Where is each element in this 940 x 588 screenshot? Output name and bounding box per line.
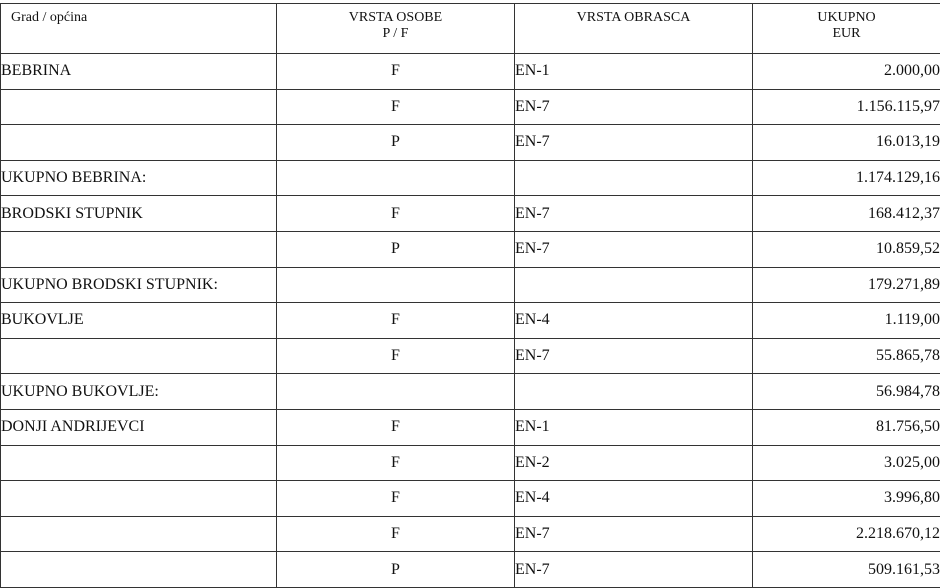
amount-cell: 81.756,50 <box>753 409 940 445</box>
table-row <box>1 231 940 267</box>
form-type-cell: EN-2 <box>515 445 753 481</box>
person-type-cell <box>277 374 515 410</box>
form-type-cell: EN-1 <box>515 409 753 445</box>
amount-cell: 2.218.670,12 <box>753 516 940 552</box>
table-row <box>1 552 940 588</box>
city-cell: UKUPNO BUKOVLJE: <box>1 374 277 410</box>
header-city-municipality <box>1 4 277 54</box>
person-type-cell: F <box>277 445 515 481</box>
amount-cell: 1.119,00 <box>753 303 940 339</box>
amount-cell: 3.996,80 <box>753 481 940 517</box>
header-form-type-label: VRSTA OBRASCA <box>577 10 691 25</box>
person-type-cell: F <box>277 409 515 445</box>
form-type-cell: EN-7 <box>515 338 753 374</box>
form-type-cell: EN-4 <box>515 481 753 517</box>
form-type-cell: EN-7 <box>515 89 753 125</box>
amount-cell: 1.156.115,97 <box>753 89 940 125</box>
person-type-cell <box>277 267 515 303</box>
header-total-label: UKUPNO <box>753 10 940 26</box>
amount-cell: 509.161,53 <box>753 552 940 588</box>
city-cell <box>1 516 277 552</box>
form-type-cell: EN-7 <box>515 196 753 232</box>
header-person-type-sub: P / F <box>277 26 514 42</box>
form-type-cell <box>515 267 753 303</box>
form-type-cell <box>515 374 753 410</box>
amount-cell: 168.412,37 <box>753 196 940 232</box>
table-header <box>1 4 940 54</box>
table-row <box>1 409 940 445</box>
table-row <box>1 481 940 517</box>
city-cell <box>1 231 277 267</box>
person-type-cell: P <box>277 125 515 161</box>
person-type-cell: F <box>277 481 515 517</box>
form-type-cell: EN-7 <box>515 516 753 552</box>
person-type-cell: P <box>277 552 515 588</box>
subtotal-row <box>1 267 940 303</box>
form-type-cell: EN-7 <box>515 231 753 267</box>
person-type-cell: P <box>277 231 515 267</box>
form-type-cell <box>515 160 753 196</box>
table-row <box>1 196 940 232</box>
city-cell: DONJI ANDRIJEVCI <box>1 409 277 445</box>
table-row <box>1 89 940 125</box>
amount-cell: 1.174.129,16 <box>753 160 940 196</box>
city-cell: BEBRINA <box>1 54 277 90</box>
person-type-cell: F <box>277 516 515 552</box>
city-cell <box>1 125 277 161</box>
city-cell <box>1 338 277 374</box>
header-total-currency: EUR <box>753 26 940 42</box>
city-cell <box>1 89 277 125</box>
city-cell: BRODSKI STUPNIK <box>1 196 277 232</box>
table-row <box>1 125 940 161</box>
amount-cell: 55.865,78 <box>753 338 940 374</box>
header-city-label: Grad / općina <box>11 10 87 25</box>
form-type-cell: EN-7 <box>515 125 753 161</box>
table-row <box>1 516 940 552</box>
table-row <box>1 303 940 339</box>
amount-cell: 2.000,00 <box>753 54 940 90</box>
header-row <box>1 4 940 54</box>
subtotal-row <box>1 374 940 410</box>
form-type-cell: EN-1 <box>515 54 753 90</box>
table-row <box>1 445 940 481</box>
header-person-type <box>277 4 515 54</box>
report-table <box>0 3 940 588</box>
city-cell <box>1 445 277 481</box>
amount-cell: 16.013,19 <box>753 125 940 161</box>
header-form-type <box>515 4 753 54</box>
form-type-cell: EN-4 <box>515 303 753 339</box>
table-row <box>1 338 940 374</box>
subtotal-row <box>1 160 940 196</box>
person-type-cell <box>277 160 515 196</box>
city-cell <box>1 552 277 588</box>
person-type-cell: F <box>277 196 515 232</box>
amount-cell: 10.859,52 <box>753 231 940 267</box>
header-person-type-label: VRSTA OSOBE <box>277 10 514 26</box>
amount-cell: 3.025,00 <box>753 445 940 481</box>
person-type-cell: F <box>277 89 515 125</box>
amount-cell: 179.271,89 <box>753 267 940 303</box>
form-type-cell: EN-7 <box>515 552 753 588</box>
city-cell: UKUPNO BRODSKI STUPNIK: <box>1 267 277 303</box>
person-type-cell: F <box>277 338 515 374</box>
person-type-cell: F <box>277 303 515 339</box>
city-cell: BUKOVLJE <box>1 303 277 339</box>
table-row <box>1 54 940 90</box>
amount-cell: 56.984,78 <box>753 374 940 410</box>
city-cell <box>1 481 277 517</box>
person-type-cell: F <box>277 54 515 90</box>
header-total <box>753 4 940 54</box>
city-cell: UKUPNO BEBRINA: <box>1 160 277 196</box>
table-body <box>1 54 940 588</box>
